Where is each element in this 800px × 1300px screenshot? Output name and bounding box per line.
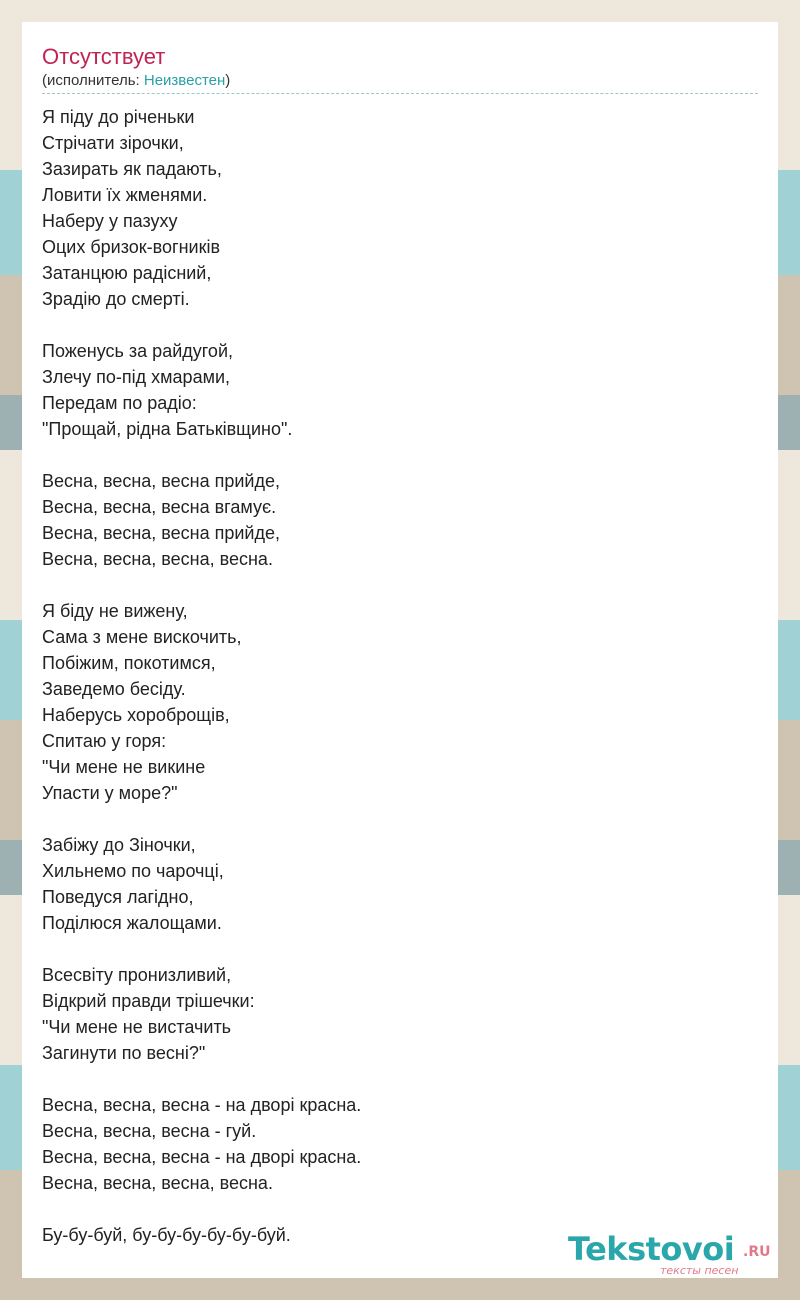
artist-prefix: (исполнитель:	[42, 72, 144, 89]
lyrics-card	[22, 22, 778, 1278]
lyric-line: "Чи мене не вистачить	[42, 1017, 232, 1037]
lyric-line: Я піду до річеньки	[42, 107, 195, 127]
artist-line	[42, 72, 230, 90]
lyric-line: Поділюся жалощами.	[42, 913, 222, 933]
lyric-line: "Прощай, рідна Батьківщино".	[42, 419, 293, 439]
lyric-line: Весна, весна, весна прийде,	[42, 523, 280, 543]
artist-link[interactable]: Неизвестен	[143, 72, 226, 89]
lyrics-stanza	[42, 1092, 758, 1196]
lyric-line: Передам по радіо:	[42, 393, 197, 413]
lyrics-body	[42, 104, 758, 1248]
lyric-line: Сама з мене вискочить,	[42, 627, 242, 647]
lyrics-stanza	[42, 832, 758, 936]
lyric-line: Злечу по-під хмарами,	[42, 367, 231, 387]
lyric-line: Поженусь за райдугой,	[42, 341, 233, 361]
lyric-line: Весна, весна, весна, весна.	[42, 1173, 273, 1193]
lyric-line: Забіжу до Зіночки,	[42, 835, 196, 855]
site-logo[interactable]	[568, 1231, 778, 1279]
header-divider	[42, 93, 758, 94]
song-title: Отсутствует	[42, 44, 166, 69]
lyric-line: Весна, весна, весна прийде,	[42, 471, 280, 491]
logo-name: Tekstovoi	[568, 1230, 735, 1268]
lyric-line: Упасти у море?"	[42, 783, 178, 803]
lyric-line: Весна, весна, весна - на дворі красна.	[42, 1095, 362, 1115]
lyric-line: Спитаю у горя:	[42, 731, 167, 751]
lyric-line: Весна, весна, весна - на дворі красна.	[42, 1147, 362, 1167]
lyric-line: Зазирать як падають,	[42, 159, 222, 179]
lyrics-stanza	[42, 962, 758, 1066]
lyric-line: Весна, весна, весна вгамує.	[42, 497, 277, 517]
lyric-line: "Чи мене не викине	[42, 757, 206, 777]
lyric-line: Заведемо бесіду.	[42, 679, 186, 699]
lyric-line: Бу-бу-буй, бу-бу-бу-бу-бу-буй.	[42, 1225, 291, 1245]
logo-tagline: тексты песен	[660, 1264, 739, 1277]
lyric-line: Ловити їх жменями.	[42, 185, 208, 205]
lyric-line: Оцих бризок-вогників	[42, 237, 221, 257]
lyrics-stanza	[42, 338, 758, 442]
lyric-line: Поведуся лагідно,	[42, 887, 194, 907]
lyric-line: Загинути по весні?"	[42, 1043, 206, 1063]
lyric-line: Побіжим, покотимся,	[42, 653, 216, 673]
lyric-line: Всесвіту пронизливий,	[42, 965, 232, 985]
lyric-line: Хильнемо по чарочці,	[42, 861, 224, 881]
lyrics-stanza	[42, 468, 758, 572]
lyric-line: Весна, весна, весна - гуй.	[42, 1121, 257, 1141]
lyric-line: Відкрий правди трішечки:	[42, 991, 255, 1011]
lyric-line: Стрічати зірочки,	[42, 133, 184, 153]
lyrics-stanza	[42, 104, 758, 312]
lyric-line: Наберу у пазуху	[42, 211, 178, 231]
lyric-line: Наберусь хороброщів,	[42, 705, 230, 725]
lyric-line: Зрадію до смерті.	[42, 289, 190, 309]
lyric-line: Я біду не вижену,	[42, 601, 188, 621]
lyrics-stanza	[42, 598, 758, 806]
artist-suffix: )	[225, 72, 231, 89]
logo-tld: .RU	[743, 1244, 771, 1260]
lyric-line: Затанцюю радісний,	[42, 263, 212, 283]
lyric-line: Весна, весна, весна, весна.	[42, 549, 273, 569]
